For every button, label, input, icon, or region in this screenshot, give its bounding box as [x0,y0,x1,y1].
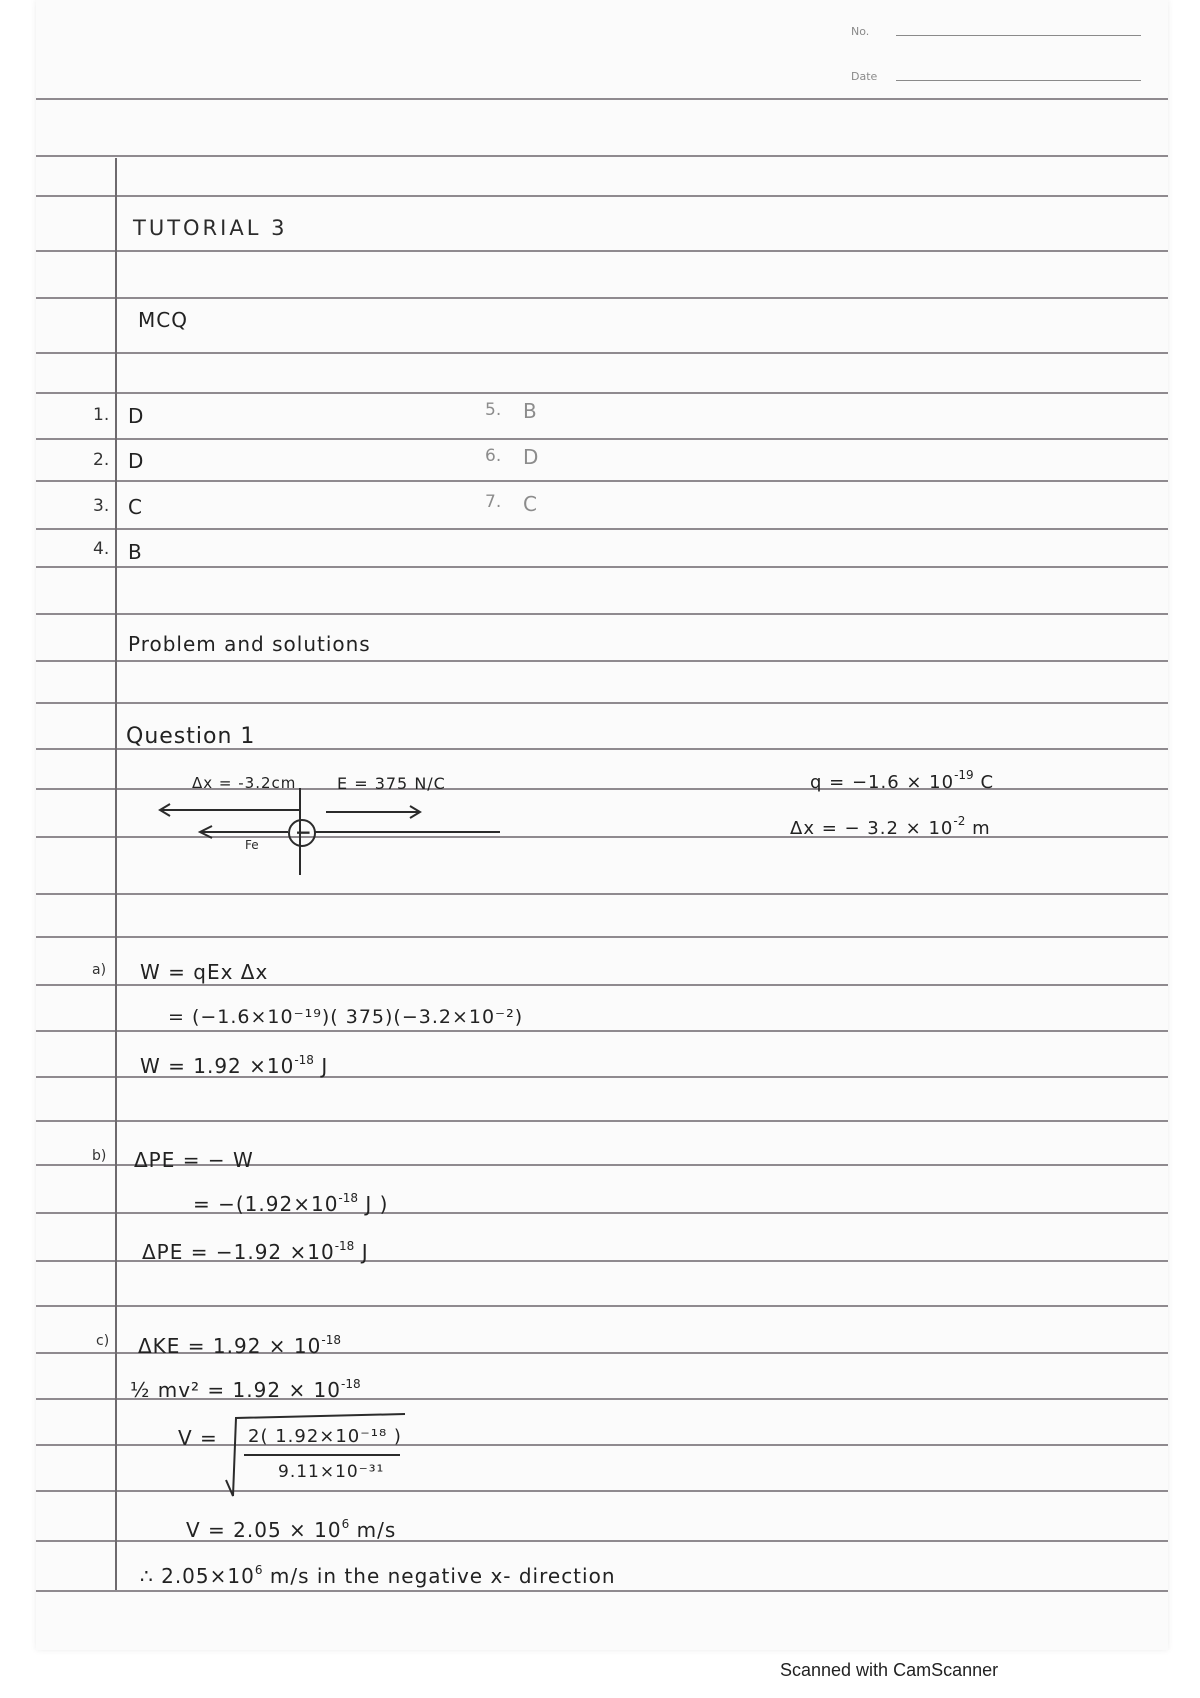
mcq-number: 2. [93,450,110,470]
part-c-label: c) [96,1333,110,1349]
mcq-answer: C [523,492,538,516]
rule-line [36,250,1168,252]
rule-line [36,352,1168,354]
mcq-number: 7. [485,492,502,512]
rule-line [36,1490,1168,1492]
sqrt-denominator: 9.11×10⁻³¹ [278,1462,385,1482]
part-c-conclusion: ∴ $2.05\times 10^6$ m/s in the negative x- direction [140,1563,616,1588]
sqrt-numerator: 2( 1.92×10⁻¹⁸ ) [248,1426,402,1447]
mcq-number: 6. [485,446,502,466]
mcq-answer: D [523,445,540,469]
mcq-heading: MCQ [138,308,188,332]
rule-line [36,984,1168,986]
notebook-page [36,0,1168,1650]
part-a-label: a) [92,962,107,978]
problems-heading: Problem and solutions [128,632,371,656]
rule-line [36,98,1168,100]
negative-charge-sign: − [295,820,312,844]
mcq-answer: B [523,399,538,423]
no-label: No. [851,25,870,38]
rule-line [36,1120,1168,1122]
rule-line [36,297,1168,299]
mcq-answer: D [128,449,145,473]
force-label: Fe [245,838,259,852]
part-b-label: b) [92,1148,107,1164]
rule-line [36,836,1168,838]
part-c-energy-equation: ½ $mv^2 = 1.92 \times 10^{-18}$ [130,1377,361,1402]
question-1-heading: Question 1 [126,724,256,749]
given-charge: $q = -1.6 \times 10^{-19}$ C [810,768,995,793]
date-label: Date [851,70,878,83]
part-b-result: $\Delta PE = -1.92 \times 10^{-18}$ J [142,1239,369,1264]
date-field-line [896,80,1141,81]
mcq-number: 3. [93,496,110,516]
mcq-answer: D [128,404,145,428]
rule-line [36,660,1168,662]
part-c-v-lhs: V = [178,1426,218,1450]
part-c-kinetic-energy: $\Delta KE = 1.92 \times 10^{-18}$ [138,1333,341,1358]
rule-line [36,936,1168,938]
rule-line [36,702,1168,704]
part-a-formula: W = qEx Δx [140,960,269,984]
mcq-number: 4. [93,539,110,559]
part-a-substitution: = (−1.6×10⁻¹⁹)( 375)(−3.2×10⁻²) [168,1006,524,1028]
mcq-answer: B [128,540,143,564]
rule-line [36,392,1168,394]
mcq-number: 1. [93,405,110,425]
rule-line [36,195,1168,197]
rule-line [36,480,1168,482]
rule-line [36,1030,1168,1032]
rule-line [36,566,1168,568]
no-field-line [896,35,1141,36]
rule-line [36,1590,1168,1592]
dx-label: Δx = -3.2cm [192,774,297,792]
part-a-result: $W = 1.92 \times 10^{-18}$ J [140,1053,329,1078]
rule-line [36,613,1168,615]
rule-line [36,528,1168,530]
part-c-velocity-result: $V = 2.05 \times 10^6$ m/s [186,1517,397,1542]
given-displacement: Δx = − $3.2 \times 10^{-2}$ m [790,814,991,839]
part-b-formula: ΔPE = − W [134,1148,254,1172]
page-title: TUTORIAL 3 [133,216,288,240]
rule-line [36,155,1168,157]
scanner-watermark: Scanned with CamScanner [780,1660,999,1680]
part-b-substitution: = $-(1.92\times 10^{-18}$ J ) [193,1191,389,1216]
mcq-answer: C [128,495,143,519]
rule-line [36,1305,1168,1307]
rule-line [36,438,1168,440]
mcq-number: 5. [485,400,502,420]
margin-line [115,158,117,1590]
field-label: E = 375 N/C [337,774,446,793]
rule-line [36,893,1168,895]
